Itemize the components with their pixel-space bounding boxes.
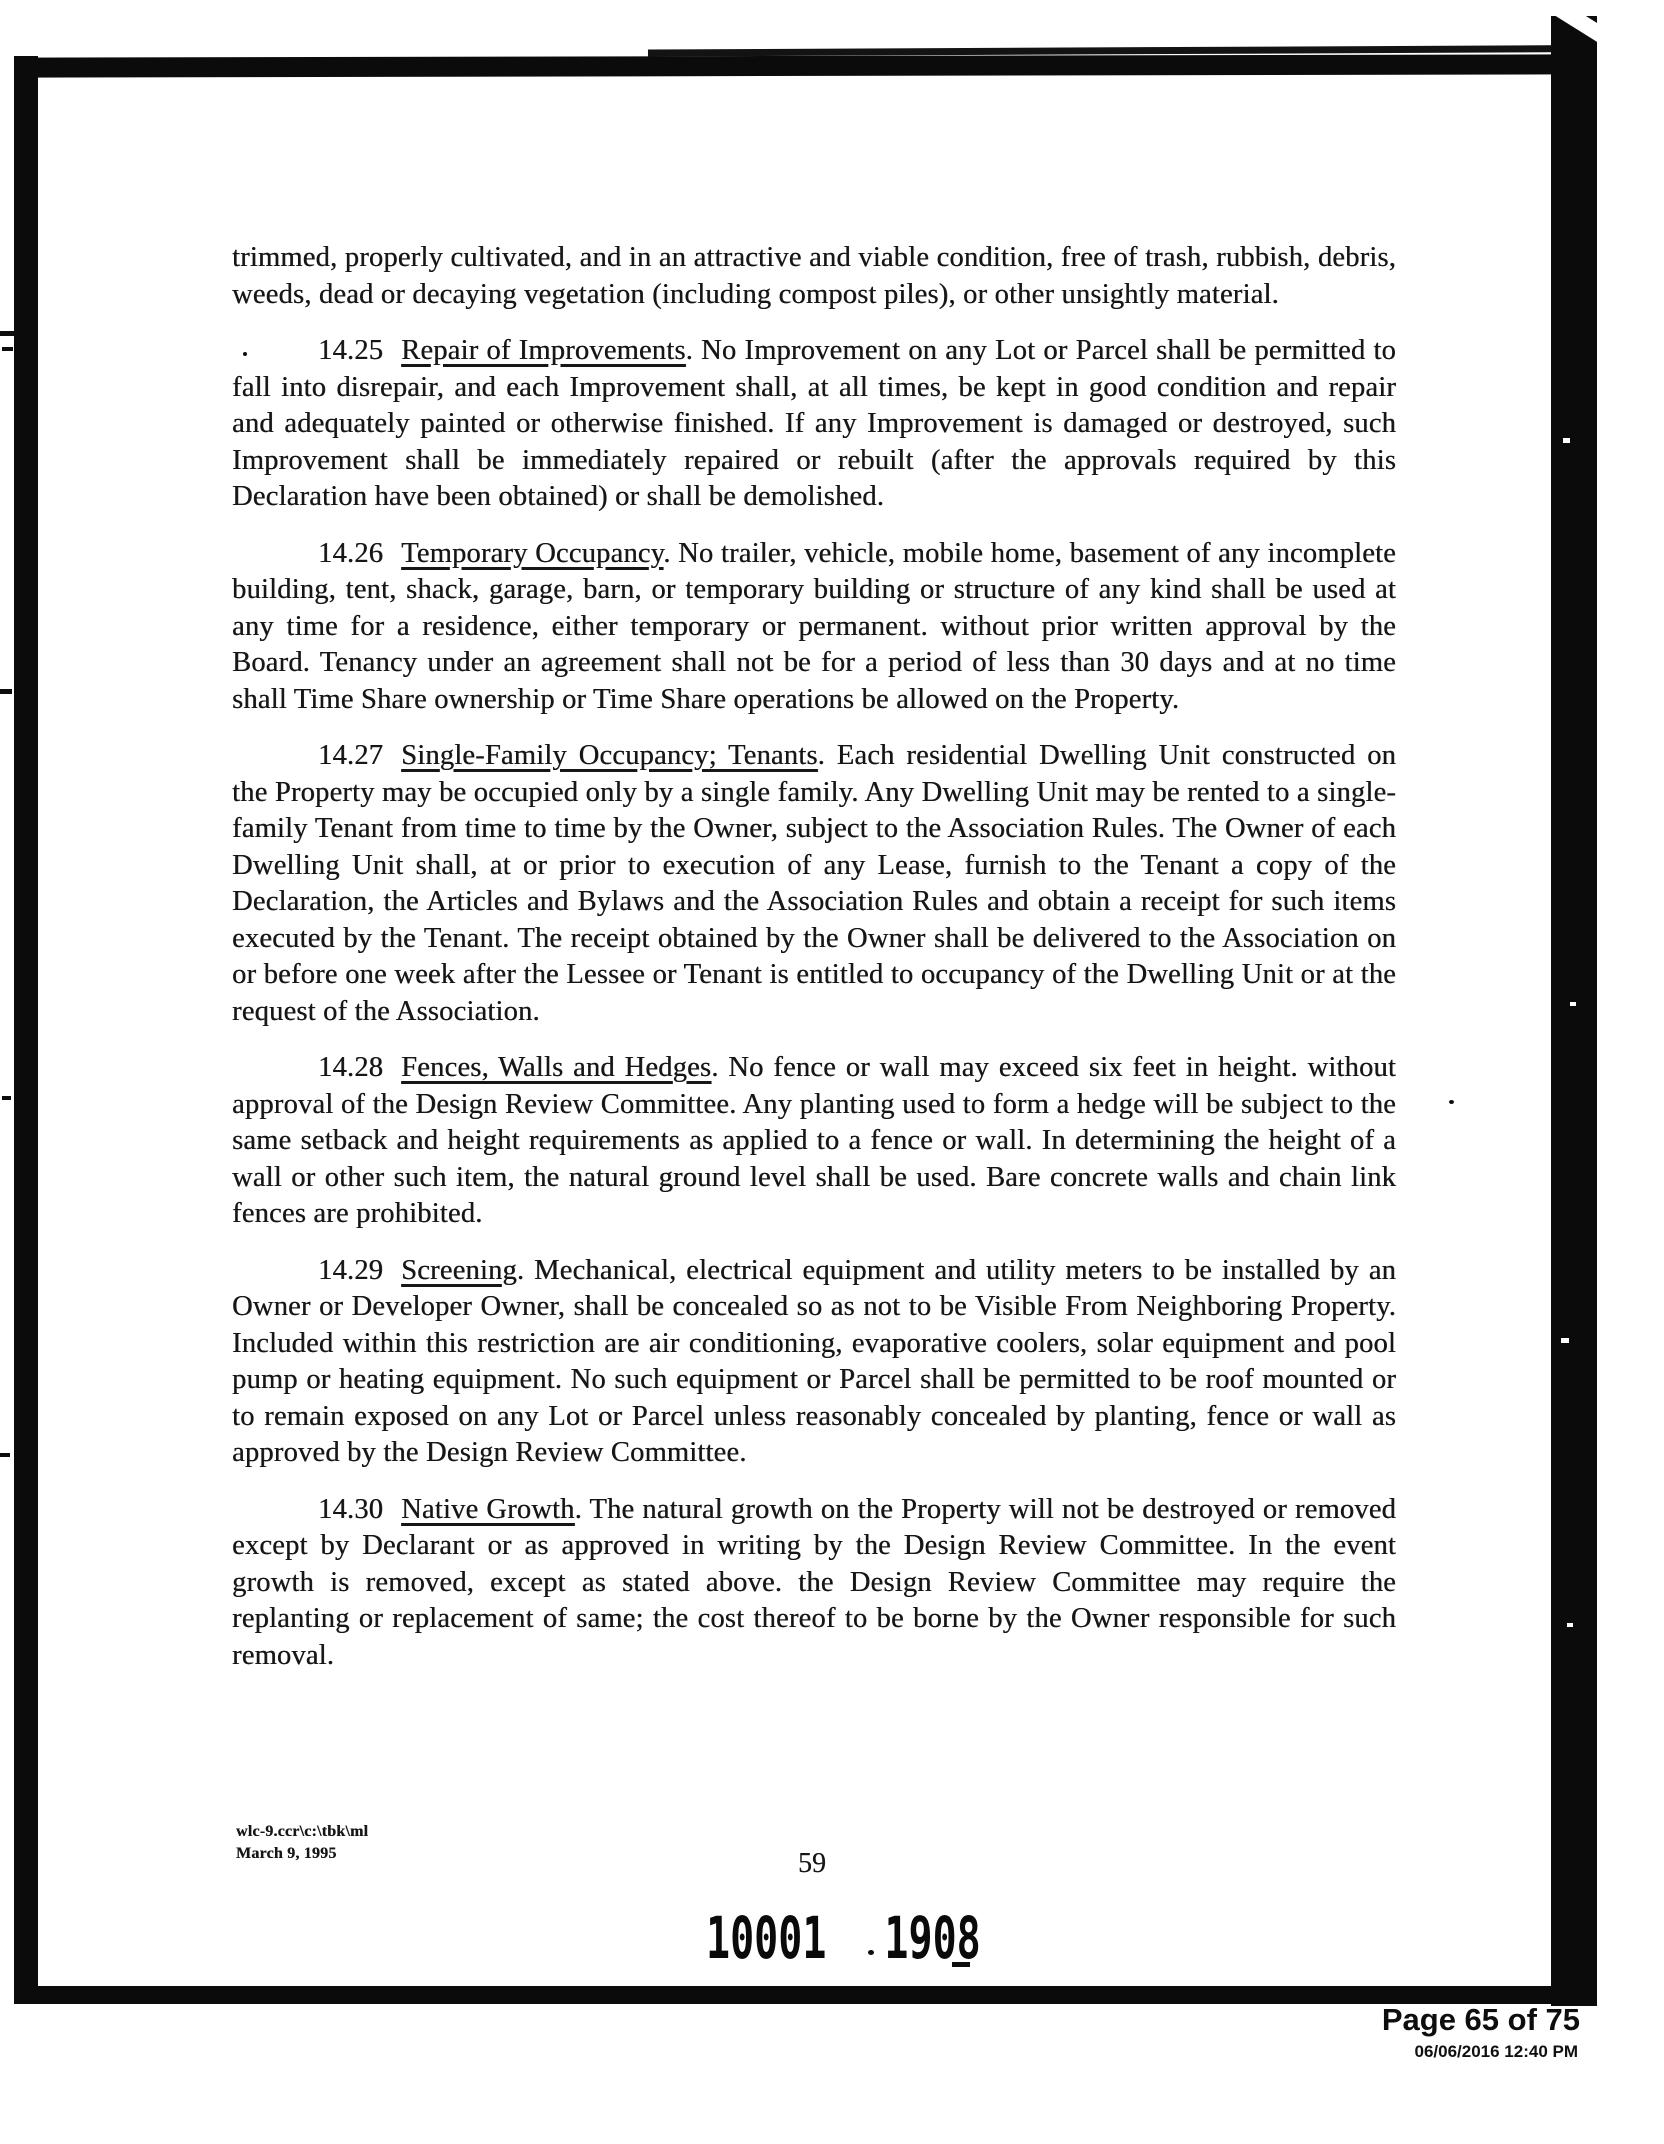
section-body: . Mechanical, electrical equipment and utility meters to be installed by an Owner or Developer Owner, shall be concealed so as not to be Visible From Neighboring Property. Included within this restriction are air conditioning, evaporative coolers, solar equipment and pool pump or heating equipment. No such equipment or Parcel shall be permitted to be roof mounted or to remain exposed on any Lot or Parcel unless reasonably concealed by planting, fence or wall as approved by the Design Review Committee. (232, 1254, 1396, 1468)
section-14-27 (232, 738, 1396, 1030)
section-14-30 (232, 1492, 1396, 1675)
scan-border-right (1551, 16, 1597, 2006)
document-body (232, 240, 1396, 1694)
section-title: Screening (401, 1254, 517, 1286)
section-number: 14.30 (318, 1493, 384, 1525)
section-title: Single-Family Occupancy; Tenants (401, 740, 818, 771)
scan-artifact (0, 1453, 10, 1457)
scan-speck (1563, 438, 1570, 443)
scan-artifact (2, 347, 13, 351)
scan-artifact (2, 1096, 11, 1100)
print-page-indicator: Page 65 of 75 (1381, 2002, 1580, 2037)
section-title: Repair of Improvements (401, 335, 686, 366)
paragraph-text: trimmed, properly cultivated, and in an attractive and viable condition, free of trash, rubbish, debris, weeds, dead or decaying vegetation (including compost piles), or other unsightly material. (232, 242, 1396, 310)
scan-speck (1567, 1623, 1573, 1627)
section-14-29 (232, 1253, 1396, 1472)
scan-speck (1561, 1338, 1569, 1343)
section-number: 14.26 (318, 537, 384, 569)
scan-speck (1570, 1002, 1576, 1006)
stamp-right-digits: 1908 (884, 1906, 981, 1973)
section-body: . No trailer, vehicle, mobile home, basement of any incomplete building, tent, shack, garage, barn, or temporary building or structure of any kind shall be used at any time for a residence, either temporary or permanent. without prior written approval by the Board. Tenancy under an agreement shall not be for a period of less than 30 days and at no time shall Time Share ownership or Time Share operations be allowed on the Property. (232, 537, 1396, 715)
scan-artifact (0, 331, 15, 336)
footnote (236, 1821, 368, 1865)
scan-border-bottom (16, 1986, 1597, 2004)
section-title: Temporary Occupancy (401, 537, 664, 569)
section-title: Native Growth (401, 1493, 575, 1525)
section-body: . The natural growth on the Property will not be destroyed or removed except by Declarant or as approved in writing by the Design Review Committee. In the event growth is removed, except as stated above. the Design Review Committee may require the replanting or replacement of same; the cost thereof to be borne by the Owner responsible for such removal. (232, 1493, 1396, 1671)
section-14-28 (232, 1050, 1396, 1233)
print-timestamp: 06/06/2016 12:40 PM (1414, 2042, 1578, 2061)
stamp-left-digits: 10001 (706, 1906, 827, 1973)
section-14-26 (232, 536, 1396, 719)
section-number: 14.25 (318, 335, 384, 366)
section-body: . No Improvement on any Lot or Parcel shall be permitted to fall into disrepair, and each Improvement shall, at all times, be kept in good condition and repair and adequately painted or otherwise finished. If any Improvement is damaged or destroyed, such Improvement shall be immediately repaired or rebuilt (after the approvals required by this Declaration have been obtained) or shall be demolished. (232, 335, 1396, 512)
footnote-date: March 9, 1995 (236, 1845, 337, 1862)
section-14-25 (232, 333, 1396, 516)
footnote-file-reference: wlc-9.ccr\c:\tbk\ml (236, 1823, 369, 1840)
scan-border-left (14, 56, 38, 2004)
scan-border-top (14, 54, 1568, 77)
section-number: 14.28 (318, 1052, 384, 1083)
scan-artifact (0, 689, 12, 694)
section-body: . Each residential Dwelling Unit constructed on the Property may be occupied only by a single family. Any Dwelling Unit may be rented to a single-family Tenant from time to time by the Owner, subject to the Association Rules. The Owner of each Dwelling Unit shall, at or prior to execution of any Lease, furnish to the Tenant a copy of the Declaration, the Articles and Bylaws and the Association Rules and obtain a receipt for such items executed by the Tenant. The receipt obtained by the Owner shall be delivered to the Association on or before one week after the Lessee or Tenant is entitled to occupancy of the Dwelling Unit or at the request of the Association. (232, 740, 1397, 1027)
recorder-stamp (706, 1906, 981, 1973)
section-body: . No fence or wall may exceed six feet in height. without approval of the Design Review Committee. Any planting used to form a hedge will be subject to the same setback and height requirements as applied to a fence or wall. In determining the height of a wall or other such item, the natural ground level shall be used. Bare concrete walls and chain link fences are prohibited. (232, 1052, 1396, 1229)
scan-artifact (1449, 1100, 1454, 1104)
section-title: Fences, Walls and Hedges (401, 1052, 712, 1083)
continuation-paragraph (232, 240, 1396, 313)
section-number: 14.27 (318, 740, 384, 771)
section-number: 14.29 (318, 1254, 384, 1286)
page-number: 59 (798, 1848, 826, 1879)
